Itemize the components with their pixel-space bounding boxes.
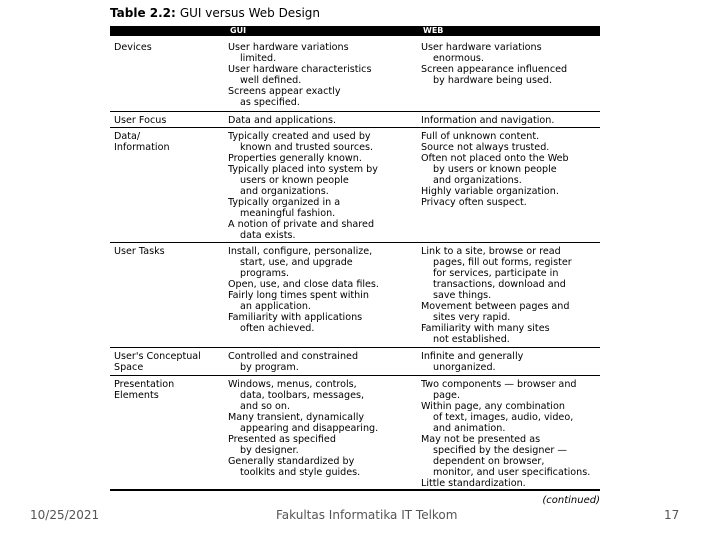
row-divider xyxy=(110,242,600,243)
gui-cell xyxy=(228,115,413,126)
gui-cell-line: programs. xyxy=(240,268,289,279)
header-web: WEB xyxy=(423,26,444,35)
web-cell-line: not established. xyxy=(433,334,510,345)
footer-date: 10/25/2021 xyxy=(30,508,100,522)
web-cell xyxy=(421,246,601,345)
row-label-line: Devices xyxy=(114,42,152,53)
table-header-bar xyxy=(110,26,600,36)
web-cell-line: page. xyxy=(433,390,461,401)
gui-cell xyxy=(228,42,413,108)
gui-cell-line: known and trusted sources. xyxy=(240,142,374,153)
gui-cell-line: User hardware variations xyxy=(228,42,349,53)
web-cell-line: monitor, and user specifications. xyxy=(433,467,591,478)
web-cell-line: dependent on browser, xyxy=(433,456,545,467)
gui-cell-line: and organizations. xyxy=(240,186,329,197)
web-cell-line: by hardware being used. xyxy=(433,75,553,86)
row-label-line: User's Conceptual xyxy=(114,351,201,362)
web-cell xyxy=(421,379,601,489)
web-cell-line: Source not always trusted. xyxy=(421,142,550,153)
row-label xyxy=(114,351,224,373)
row-divider xyxy=(110,127,600,128)
web-cell-line: Little standardization. xyxy=(421,478,526,489)
row-divider xyxy=(110,375,600,376)
web-cell-line: Familiarity with many sites xyxy=(421,323,550,334)
web-cell-line: save things. xyxy=(433,290,492,301)
gui-cell-line: by designer. xyxy=(240,445,299,456)
gui-cell-line: Install, configure, personalize, xyxy=(228,246,373,257)
web-cell-line: Movement between pages and xyxy=(421,301,570,312)
row-label-line: Information xyxy=(114,142,170,153)
web-cell-line: unorganized. xyxy=(433,362,496,373)
gui-cell-line: Typically created and used by xyxy=(228,131,371,142)
gui-cell-line: Presented as specified xyxy=(228,434,336,445)
web-cell-line: Information and navigation. xyxy=(421,115,555,126)
gui-cell-line: Data and applications. xyxy=(228,115,337,126)
gui-cell-line: Typically organized in a xyxy=(228,197,341,208)
gui-cell xyxy=(228,351,413,373)
row-label-line: User Focus xyxy=(114,115,167,126)
gui-cell-line: well defined. xyxy=(240,75,302,86)
gui-cell-line: limited. xyxy=(240,53,277,64)
gui-cell-line: appearing and disappearing. xyxy=(240,423,379,434)
web-cell-line: Privacy often suspect. xyxy=(421,197,527,208)
row-label-line: Data/ xyxy=(114,131,141,142)
row-divider xyxy=(110,111,600,112)
gui-cell xyxy=(228,131,413,241)
web-cell-line: sites very rapid. xyxy=(433,312,511,323)
header-gui: GUI xyxy=(230,26,247,35)
gui-cell-line: start, use, and upgrade xyxy=(240,257,353,268)
gui-cell-line: users or known people xyxy=(240,175,349,186)
row-label xyxy=(114,379,224,401)
gui-cell-line: data, toolbars, messages, xyxy=(240,390,365,401)
web-cell-line: for services, participate in xyxy=(433,268,559,279)
gui-cell-line: data exists. xyxy=(240,230,296,241)
web-cell-line: specified by the designer — xyxy=(433,445,567,456)
gui-cell-line: an application. xyxy=(240,301,311,312)
web-cell-line: Highly variable organization. xyxy=(421,186,559,197)
table-number: Table 2.2: xyxy=(110,6,176,20)
gui-cell-line: and so on. xyxy=(240,401,291,412)
web-cell-line: and animation. xyxy=(433,423,506,434)
gui-cell-line: Controlled and constrained xyxy=(228,351,359,362)
web-cell-line: Screen appearance influenced xyxy=(421,64,568,75)
web-cell-line: and organizations. xyxy=(433,175,522,186)
web-cell-line: transactions, download and xyxy=(433,279,566,290)
row-label-line: User Tasks xyxy=(114,246,165,257)
gui-cell-line: Fairly long times spent within xyxy=(228,290,369,301)
web-cell-line: Within page, any combination xyxy=(421,401,565,412)
gui-cell xyxy=(228,246,413,334)
row-label xyxy=(114,131,224,153)
gui-cell-line: as specified. xyxy=(240,97,300,108)
gui-cell-line: Familiarity with applications xyxy=(228,312,363,323)
web-cell-line: of text, images, audio, video, xyxy=(433,412,574,423)
row-divider xyxy=(110,347,600,348)
row-label-line: Presentation xyxy=(114,379,175,390)
web-cell xyxy=(421,351,601,373)
gui-cell-line: Generally standardized by xyxy=(228,456,355,467)
row-label xyxy=(114,246,224,257)
web-cell-line: by users or known people xyxy=(433,164,557,175)
web-cell-line: Infinite and generally xyxy=(421,351,524,362)
row-label xyxy=(114,42,224,53)
web-cell-line: Full of unknown content. xyxy=(421,131,540,142)
table-caption xyxy=(110,6,320,20)
gui-cell-line: Typically placed into system by xyxy=(228,164,378,175)
gui-cell-line: A notion of private and shared xyxy=(228,219,375,230)
web-cell xyxy=(421,131,601,208)
table-title: GUI versus Web Design xyxy=(179,6,320,20)
web-cell xyxy=(421,115,601,126)
web-cell-line: enormous. xyxy=(433,53,484,64)
gui-cell-line: Open, use, and close data files. xyxy=(228,279,379,290)
web-cell-line: Link to a site, browse or read xyxy=(421,246,561,257)
gui-cell xyxy=(228,379,413,478)
web-cell-line: User hardware variations xyxy=(421,42,542,53)
gui-cell-line: Properties generally known. xyxy=(228,153,362,164)
row-label-line: Elements xyxy=(114,390,159,401)
row-label xyxy=(114,115,224,126)
gui-cell-line: by program. xyxy=(240,362,299,373)
gui-cell-line: Screens appear exactly xyxy=(228,86,341,97)
gui-vs-web-table xyxy=(110,0,600,510)
web-cell xyxy=(421,42,601,86)
web-cell-line: Two components — browser and xyxy=(421,379,577,390)
table-bottom-rule xyxy=(110,489,600,491)
footer-page-number: 17 xyxy=(664,508,680,522)
continued-note: (continued) xyxy=(542,495,600,506)
gui-cell-line: Many transient, dynamically xyxy=(228,412,365,423)
web-cell-line: pages, fill out forms, register xyxy=(433,257,572,268)
web-cell-line: May not be presented as xyxy=(421,434,541,445)
gui-cell-line: often achieved. xyxy=(240,323,315,334)
web-cell-line: Often not placed onto the Web xyxy=(421,153,569,164)
footer-institution: Fakultas Informatika IT Telkom xyxy=(276,508,458,522)
row-label-line: Space xyxy=(114,362,144,373)
gui-cell-line: User hardware characteristics xyxy=(228,64,372,75)
gui-cell-line: Windows, menus, controls, xyxy=(228,379,357,390)
gui-cell-line: meaningful fashion. xyxy=(240,208,336,219)
gui-cell-line: toolkits and style guides. xyxy=(240,467,361,478)
